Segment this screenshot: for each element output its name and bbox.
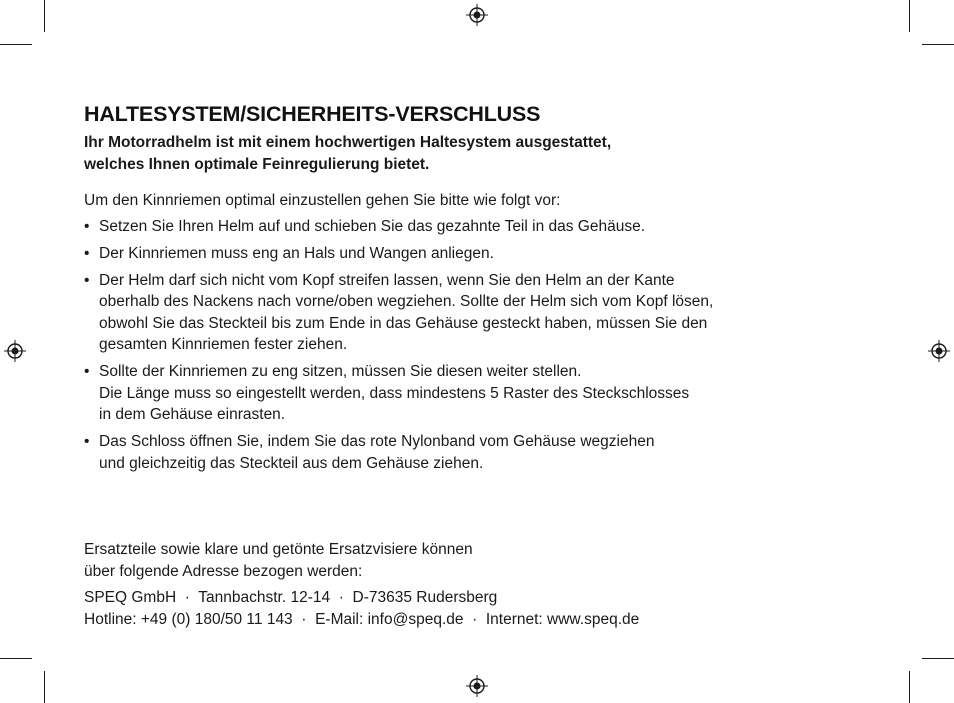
footer-line: über folgende Adresse bezogen werden: — [84, 562, 363, 580]
list-item-line: • Das Schloss öffnen Sie, indem Sie das rote Nylonband vom Gehäuse wegziehen — [99, 433, 655, 450]
crop-mark — [922, 658, 954, 659]
list-item-line: • Sollte der Kinnriemen zu eng sitzen, müssen Sie diesen weiter stellen. — [99, 363, 582, 380]
main-content — [84, 100, 864, 480]
footer-line: Ersatzteile sowie klare und getönte Ersatzvisiere können — [84, 541, 473, 558]
list-item-line: • Setzen Sie Ihren Helm auf und schieben Sie das gezahnte Teil in das Gehäuse. — [99, 217, 646, 235]
list-item-line: • Der Kinnriemen muss eng an Hals und Wangen anliegen. — [99, 244, 494, 262]
crop-mark — [44, 671, 45, 703]
page-title: HALTESYSTEM/SICHERHEITS-VERSCHLUSS — [84, 102, 541, 126]
list-item-line: gesamten Kinnriemen fester ziehen. — [99, 336, 348, 353]
registration-mark-icon — [928, 340, 950, 362]
contact-line: Hotline: +49 (0) 180/50 11 143 · E-Mail: info@speq.de · Internet: www.speq.de — [84, 610, 640, 628]
company-address — [84, 587, 864, 630]
list-item — [84, 243, 864, 265]
footer — [84, 539, 864, 630]
crop-mark — [0, 44, 32, 45]
address-line: SPEQ GmbH · Tannbachstr. 12-14 · D-73635 Rudersberg — [84, 589, 498, 606]
crop-mark — [909, 0, 910, 32]
intro-line: Ihr Motorradhelm ist mit einem hochwertigen Haltesystem ausgestattet, — [84, 134, 612, 151]
intro-text — [84, 132, 864, 175]
list-item-line: in dem Gehäuse einrasten. — [99, 406, 286, 423]
list-item-line: Die Länge muss so eingestellt werden, dass mindestens 5 Raster des Steckschlosses — [99, 384, 690, 402]
instruction-list — [84, 216, 864, 475]
list-item — [84, 216, 864, 238]
list-item — [84, 431, 864, 474]
crop-mark — [922, 44, 954, 45]
registration-mark-icon — [466, 4, 488, 26]
list-item-line: oberhalb des Nackens nach vorne/oben wegziehen. Sollte der Helm sich vom Kopf lösen, — [99, 293, 714, 310]
footer-note — [84, 539, 864, 582]
list-item-line: • Der Helm darf sich nicht vom Kopf streifen lassen, wenn Sie den Helm an der Kante — [99, 271, 675, 289]
crop-mark — [0, 658, 32, 659]
registration-mark-icon — [466, 675, 488, 697]
list-item-line: und gleichzeitig das Steckteil aus dem Gehäuse ziehen. — [99, 454, 484, 472]
crop-mark — [44, 0, 45, 32]
intro-line: welches Ihnen optimale Feinregulierung bietet. — [84, 155, 430, 173]
lead-text: Um den Kinnriemen optimal einzustellen gehen Sie bitte wie folgt vor: — [84, 192, 561, 209]
list-item — [84, 270, 864, 356]
registration-mark-icon — [4, 340, 26, 362]
crop-mark — [909, 671, 910, 703]
list-item-line: obwohl Sie das Steckteil bis zum Ende in das Gehäuse gesteckt haben, müssen Sie den — [99, 314, 708, 332]
list-item — [84, 361, 864, 426]
